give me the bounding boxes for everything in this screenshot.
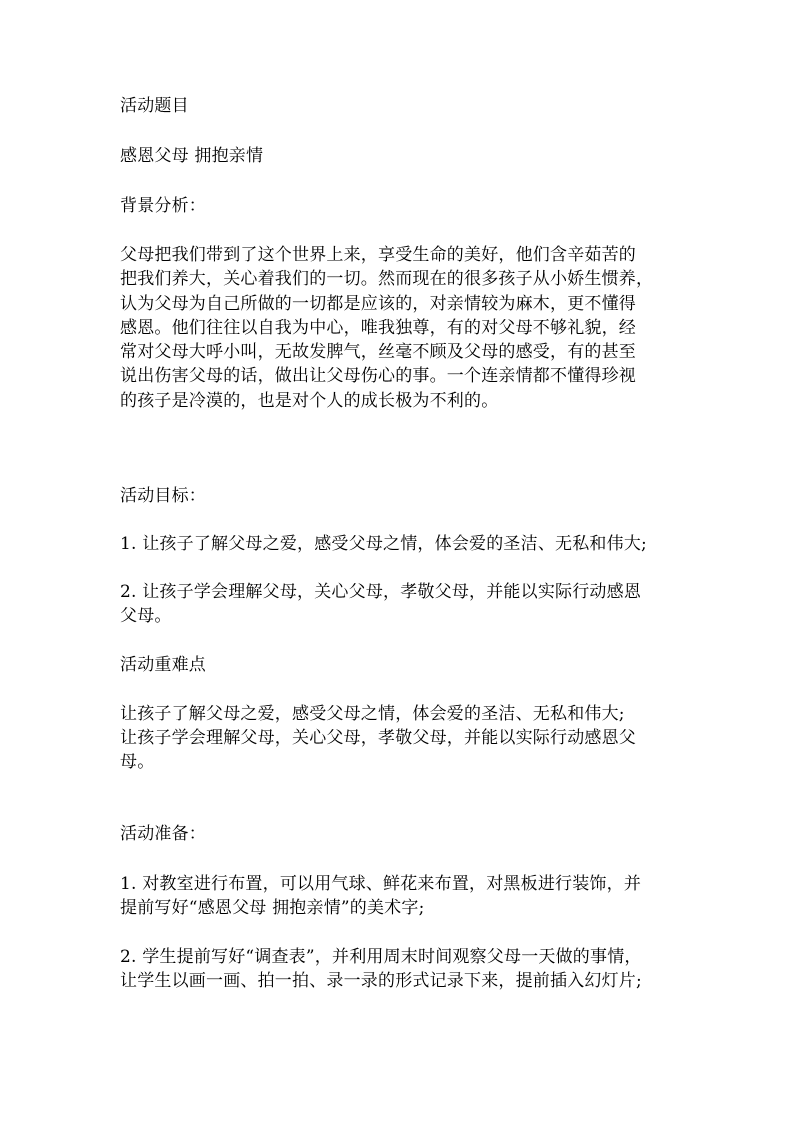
paragraph-line: 母。 xyxy=(120,752,155,772)
paragraph-line: 把我们养大，关心着我们的一切。然而现在的很多孩子从小娇生惯养， xyxy=(120,269,654,290)
heading-text: 背景分析： xyxy=(120,196,206,216)
prep-item-2 xyxy=(120,945,680,993)
heading-text: 活动目标： xyxy=(120,486,206,506)
goal-item-2 xyxy=(120,580,680,628)
goals-heading xyxy=(120,485,680,508)
list-item-line: 让学生以画一画、拍一拍、录一录的形式记录下来，提前插入幻灯片; xyxy=(120,971,642,991)
paragraph-line: 的孩子是冷漠的，也是对个人的成长极为不利的。 xyxy=(120,390,499,411)
key-points-heading xyxy=(120,654,680,677)
heading-text: 活动题目 xyxy=(120,96,189,116)
paragraph-line: 感恩。他们往往以自我为中心，唯我独尊，有的对父母不够礼貌，经 xyxy=(120,317,636,338)
title-text: 感恩父母 拥抱亲情 xyxy=(120,146,264,166)
paragraph-line: 让孩子了解父母之爱，感受父母之情，体会爱的圣洁、无私和伟大; xyxy=(120,704,625,724)
list-item-line: 提前写好“感恩父母 拥抱亲情”的美术字; xyxy=(120,898,425,918)
preparation-heading xyxy=(120,823,680,846)
goal-item-1 xyxy=(120,533,680,556)
paragraph-line: 说出伤害父母的话，做出让父母伤心的事。一个连亲情都不懂得珍视 xyxy=(120,366,636,387)
paragraph-line: 父母把我们带到了这个世界上来，享受生命的美好，他们含辛茹苦的 xyxy=(120,245,636,265)
background-heading xyxy=(120,195,680,218)
paragraph-line: 常对父母大呼小叫，无故发脾气，丝毫不顾及父母的感受，有的甚至 xyxy=(120,342,636,363)
list-item-line: 1. 对教室进行布置，可以用气球、鲜花来布置，对黑板进行装饰，并 xyxy=(120,874,642,894)
list-item-line: 2. 让孩子学会理解父母，关心父母，孝敬父母，并能以实际行动感恩 xyxy=(120,582,642,602)
paragraph-line: 让孩子学会理解父母，关心父母，孝敬父母，并能以实际行动感恩父 xyxy=(120,728,636,748)
list-item: 1. 让孩子了解父母之爱，感受父母之情，体会爱的圣洁、无私和伟大; xyxy=(120,534,647,554)
key-points-paragraph xyxy=(120,702,680,774)
list-item-line: 2. 学生提前写好“调查表”，并利用周末时间观察父母一天做的事情， xyxy=(120,947,642,967)
heading-text: 活动重难点 xyxy=(120,655,206,675)
prep-item-1 xyxy=(120,872,680,920)
activity-title-heading xyxy=(120,95,680,118)
paragraph-line: 认为父母为自己所做的一切都是应该的，对亲情较为麻木，更不懂得 xyxy=(120,293,636,314)
activity-title xyxy=(120,145,680,168)
list-item-line: 父母。 xyxy=(120,606,172,626)
heading-text: 活动准备： xyxy=(120,824,206,844)
background-paragraph xyxy=(120,243,680,413)
